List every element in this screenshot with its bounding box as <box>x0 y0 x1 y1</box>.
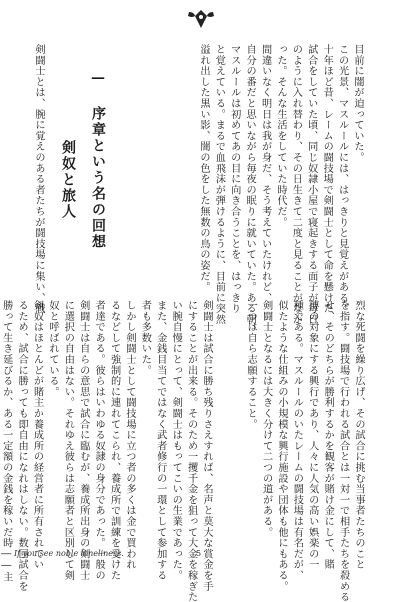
lower-right-paragraph: 烈な死闘を繰り広げ、その試合に挑む当事者たちのこと を指す。闘技場で行われる試合とは一対一で相手たちを殺める せ、そのどちらが勝利するかを観客が賭け金にして、賭 博の対象にする興行であり、人々に人気の高い娯楽の一 種である。マスルールのいたレームの闘技場は有名だが、 似たような仕組みの小規模な興行施設や団体も他にもある。 剣闘士となるには大きく分けて二つの道がある。 一つは自ら志願すること。 <box>245 300 364 602</box>
upper-paragraph: 目前に闇が迫っていた。 この光景、マスルールには、はっきりと見覚えがある。 十年ほど昔、レームの闘技場で剣闘士として命を懸けた 試合をしていた頃、同じ奴隷小屋で寝起きする面子が毎日 のように入れ替わり、その日生きて二度と見ることがなか った。そんな生活をしていた時代だ。 間違いなく明日は我が身だ、そう考えていたけれど、 自分の番だと思いながら毎夜の眠りに就いていた。ある朝、 マスルールは初めてあの目に向き合うことを、はっきり と覚えている。まるで血飛沫が弾けるように、目前に突然 溢れ出した黒い影、闇の色をした無数の鳥の姿だ。 <box>197 44 363 336</box>
ornament-icon <box>186 8 216 30</box>
lower-left-paragraph: 剣闘士は試合に勝ち残りさえすれば、名声と莫大な賞金を手 にすることが出来る。そのため一攫千金を狙って大金を稼ぎた い腕自慢にとって、剣闘士はもってこいの生業であった。 また、金銭目当てではなく武者修行の一環として参加する 者も多数いた。 しかし剣闘士として闘技場に立つ者の多くは金で買われ るなどして強制的に連れてこられ、養成所で訓練を受けた 者達である。彼らはいわゆる奴隷の身分であった。一般の 剣闘士は自らの意思で試合に臨むが、養成所出身の剣闘士 に選択の自由はない。それゆえ彼らは志願者と区別して剣 奴と呼ばれている。 剣奴はほとんどが賭主か養成所の経営者に所有されてい るため、試合に勝っても即自由になれはしない。数回試合を 勝って生き延びるか、ある一定額の金銭を稼いだ時――主 <box>0 300 212 602</box>
footer-note: If you see noble loneliness. <box>14 549 124 558</box>
chapter-title: — 序章という名の回想 <box>90 70 106 250</box>
page-number: 5 <box>196 549 202 558</box>
chapter-subtitle: 剣奴と旅人 <box>60 140 76 220</box>
left-column-text: 剣闘士とは、腕に覚えのある者たちが闘技場に集い、戦 <box>33 44 44 314</box>
